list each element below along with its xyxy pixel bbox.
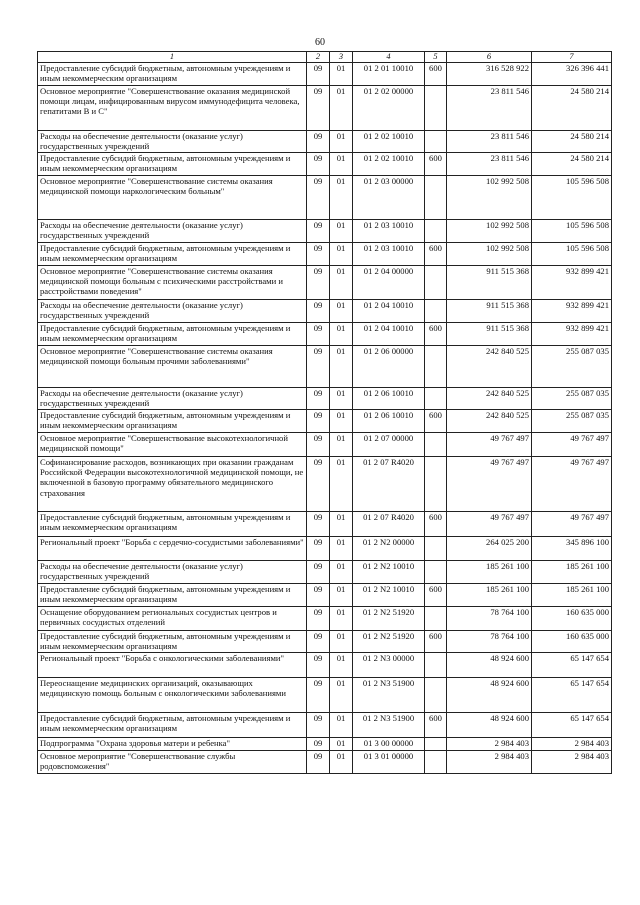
row-col5 bbox=[425, 653, 447, 678]
header-cell: 6 bbox=[447, 52, 532, 63]
row-col4: 01 2 02 10010 bbox=[353, 153, 425, 176]
row-col4: 01 3 01 00000 bbox=[353, 751, 425, 774]
row-col4: 01 2 N3 51900 bbox=[353, 678, 425, 713]
table-row bbox=[38, 738, 612, 751]
row-col3: 01 bbox=[330, 561, 353, 584]
row-col6-amount: 242 840 525 bbox=[447, 410, 532, 433]
row-col6-amount: 2 984 403 bbox=[447, 738, 532, 751]
header-cell: 2 bbox=[307, 52, 330, 63]
row-col2: 09 bbox=[307, 512, 330, 537]
row-col4: 01 2 02 00000 bbox=[353, 86, 425, 131]
row-col7-amount: 932 899 421 bbox=[532, 323, 612, 346]
row-col2: 09 bbox=[307, 607, 330, 631]
row-col2: 09 bbox=[307, 153, 330, 176]
row-col4: 01 2 06 00000 bbox=[353, 346, 425, 388]
row-col7-amount: 160 635 000 bbox=[532, 631, 612, 653]
row-col7-amount: 49 767 497 bbox=[532, 512, 612, 537]
row-col2: 09 bbox=[307, 323, 330, 346]
row-description: Софинансирование расходов, возникающих при оказании гражданам Российской Федерации высокотехнологичной медицинской помощи, не включенной в базовую программу обязательного медицинского страхования bbox=[38, 457, 307, 512]
row-col3: 01 bbox=[330, 300, 353, 323]
row-col5 bbox=[425, 346, 447, 388]
row-col7-amount: 49 767 497 bbox=[532, 457, 612, 512]
row-description: Предоставление субсидий бюджетным, автономным учреждениям и иным некоммерческим организациям bbox=[38, 323, 307, 346]
row-col7-amount: 65 147 654 bbox=[532, 678, 612, 713]
row-col2: 09 bbox=[307, 537, 330, 561]
table-row bbox=[38, 86, 612, 131]
row-col6-amount: 102 992 508 bbox=[447, 220, 532, 243]
row-col2: 09 bbox=[307, 561, 330, 584]
row-col4: 01 2 07 00000 bbox=[353, 433, 425, 457]
row-col5 bbox=[425, 131, 447, 153]
row-col3: 01 bbox=[330, 631, 353, 653]
row-col5 bbox=[425, 561, 447, 584]
table-row bbox=[38, 433, 612, 457]
row-col7-amount: 255 087 035 bbox=[532, 388, 612, 410]
row-col5: 600 bbox=[425, 584, 447, 607]
row-col6-amount: 78 764 100 bbox=[447, 631, 532, 653]
table-row bbox=[38, 457, 612, 512]
row-col6-amount: 49 767 497 bbox=[447, 512, 532, 537]
row-col7-amount: 105 596 508 bbox=[532, 220, 612, 243]
row-col4: 01 2 01 10010 bbox=[353, 63, 425, 86]
row-col5 bbox=[425, 433, 447, 457]
row-col4: 01 2 N2 00000 bbox=[353, 537, 425, 561]
row-col2: 09 bbox=[307, 63, 330, 86]
row-col5 bbox=[425, 751, 447, 774]
row-col5: 600 bbox=[425, 713, 447, 738]
row-col5 bbox=[425, 220, 447, 243]
row-col5: 600 bbox=[425, 410, 447, 433]
row-col3: 01 bbox=[330, 410, 353, 433]
header-cell: 1 bbox=[38, 52, 307, 63]
row-description: Переоснащение медицинских организаций, оказывающих медицинскую помощь больным с онкологическими заболеваниями bbox=[38, 678, 307, 713]
row-description: Основное мероприятие "Совершенствование системы оказания медицинской помощи больным прочими заболеваниями" bbox=[38, 346, 307, 388]
table-row bbox=[38, 751, 612, 774]
row-col3: 01 bbox=[330, 323, 353, 346]
row-col7-amount: 105 596 508 bbox=[532, 176, 612, 220]
row-col7-amount: 255 087 035 bbox=[532, 410, 612, 433]
row-col6-amount: 911 515 368 bbox=[447, 266, 532, 300]
row-description: Основное мероприятие "Совершенствование высокотехнологичной медицинской помощи" bbox=[38, 433, 307, 457]
row-description: Предоставление субсидий бюджетным, автономным учреждениям и иным некоммерческим организациям bbox=[38, 584, 307, 607]
header-cell: 7 bbox=[532, 52, 612, 63]
row-col4: 01 2 04 10010 bbox=[353, 300, 425, 323]
row-col6-amount: 48 924 600 bbox=[447, 653, 532, 678]
row-col5: 600 bbox=[425, 323, 447, 346]
row-col4: 01 2 02 10010 bbox=[353, 131, 425, 153]
table-row bbox=[38, 346, 612, 388]
row-col3: 01 bbox=[330, 751, 353, 774]
row-col3: 01 bbox=[330, 220, 353, 243]
row-col6-amount: 242 840 525 bbox=[447, 388, 532, 410]
table-row bbox=[38, 388, 612, 410]
row-col7-amount: 932 899 421 bbox=[532, 300, 612, 323]
row-col7-amount: 24 580 214 bbox=[532, 131, 612, 153]
row-col2: 09 bbox=[307, 346, 330, 388]
row-col6-amount: 49 767 497 bbox=[447, 433, 532, 457]
row-col4: 01 2 04 10010 bbox=[353, 323, 425, 346]
table-row bbox=[38, 561, 612, 584]
table-header-row bbox=[38, 52, 612, 63]
table-row bbox=[38, 512, 612, 537]
row-col6-amount: 49 767 497 bbox=[447, 457, 532, 512]
row-col5: 600 bbox=[425, 153, 447, 176]
row-col6-amount: 911 515 368 bbox=[447, 300, 532, 323]
row-col2: 09 bbox=[307, 410, 330, 433]
row-col2: 09 bbox=[307, 220, 330, 243]
row-col6-amount: 78 764 100 bbox=[447, 607, 532, 631]
table-row bbox=[38, 653, 612, 678]
row-col4: 01 2 N2 10010 bbox=[353, 584, 425, 607]
row-col3: 01 bbox=[330, 584, 353, 607]
table-row bbox=[38, 300, 612, 323]
row-col3: 01 bbox=[330, 713, 353, 738]
row-col4: 01 2 N2 51920 bbox=[353, 631, 425, 653]
row-col7-amount: 345 896 100 bbox=[532, 537, 612, 561]
row-description: Предоставление субсидий бюджетным, автономным учреждениям и иным некоммерческим организациям bbox=[38, 713, 307, 738]
row-col4: 01 2 N2 51920 bbox=[353, 607, 425, 631]
row-col4: 01 3 00 00000 bbox=[353, 738, 425, 751]
row-col5 bbox=[425, 388, 447, 410]
row-col5: 600 bbox=[425, 512, 447, 537]
row-description: Основное мероприятие "Совершенствование системы оказания медицинской помощи наркологическим больным" bbox=[38, 176, 307, 220]
row-description: Расходы на обеспечение деятельности (оказание услуг) государственных учреждений bbox=[38, 131, 307, 153]
row-col6-amount: 102 992 508 bbox=[447, 243, 532, 266]
table-row bbox=[38, 410, 612, 433]
header-cell: 5 bbox=[425, 52, 447, 63]
row-col2: 09 bbox=[307, 176, 330, 220]
row-col6-amount: 316 528 922 bbox=[447, 63, 532, 86]
row-description: Основное мероприятие "Совершенствование системы оказания медицинской помощи больным с психическими расстройствами и расстройствами поведения" bbox=[38, 266, 307, 300]
row-col6-amount: 242 840 525 bbox=[447, 346, 532, 388]
table-row bbox=[38, 323, 612, 346]
row-description: Региональный проект "Борьба с сердечно-сосудистыми заболеваниями" bbox=[38, 537, 307, 561]
row-col6-amount: 23 811 546 bbox=[447, 153, 532, 176]
row-col6-amount: 23 811 546 bbox=[447, 131, 532, 153]
table-row bbox=[38, 537, 612, 561]
row-col2: 09 bbox=[307, 457, 330, 512]
row-description: Расходы на обеспечение деятельности (оказание услуг) государственных учреждений bbox=[38, 561, 307, 584]
row-col5 bbox=[425, 300, 447, 323]
row-col3: 01 bbox=[330, 243, 353, 266]
row-col4: 01 2 07 R4020 bbox=[353, 457, 425, 512]
row-col5 bbox=[425, 537, 447, 561]
header-cell: 3 bbox=[330, 52, 353, 63]
row-description: Основное мероприятие "Совершенствование оказания медицинской помощи лицам, инфицированным вирусом иммунодефицита человека, гепатитами В и С" bbox=[38, 86, 307, 131]
row-col4: 01 2 04 00000 bbox=[353, 266, 425, 300]
row-col3: 01 bbox=[330, 678, 353, 713]
row-col3: 01 bbox=[330, 738, 353, 751]
row-col3: 01 bbox=[330, 512, 353, 537]
row-col3: 01 bbox=[330, 607, 353, 631]
row-col7-amount: 932 899 421 bbox=[532, 266, 612, 300]
row-col7-amount: 24 580 214 bbox=[532, 86, 612, 131]
table-row bbox=[38, 131, 612, 153]
row-col6-amount: 48 924 600 bbox=[447, 713, 532, 738]
row-col2: 09 bbox=[307, 266, 330, 300]
row-col3: 01 bbox=[330, 266, 353, 300]
row-col5: 600 bbox=[425, 631, 447, 653]
row-col7-amount: 2 984 403 bbox=[532, 738, 612, 751]
header-cell: 4 bbox=[353, 52, 425, 63]
table-row bbox=[38, 220, 612, 243]
row-col5 bbox=[425, 176, 447, 220]
row-col3: 01 bbox=[330, 537, 353, 561]
table-row bbox=[38, 243, 612, 266]
row-col7-amount: 160 635 000 bbox=[532, 607, 612, 631]
row-col5 bbox=[425, 266, 447, 300]
budget-table bbox=[37, 51, 612, 774]
row-col2: 09 bbox=[307, 738, 330, 751]
row-col7-amount: 185 261 100 bbox=[532, 561, 612, 584]
row-description: Предоставление субсидий бюджетным, автономным учреждениям и иным некоммерческим организациям bbox=[38, 512, 307, 537]
row-col5 bbox=[425, 457, 447, 512]
row-description: Региональный проект "Борьба с онкологическими заболеваниями" bbox=[38, 653, 307, 678]
row-col4: 01 2 03 00000 bbox=[353, 176, 425, 220]
row-col3: 01 bbox=[330, 457, 353, 512]
row-col3: 01 bbox=[330, 86, 353, 131]
row-description: Предоставление субсидий бюджетным, автономным учреждениям и иным некоммерческим организациям bbox=[38, 243, 307, 266]
row-col3: 01 bbox=[330, 153, 353, 176]
row-col4: 01 2 N2 10010 bbox=[353, 561, 425, 584]
row-col4: 01 2 06 10010 bbox=[353, 388, 425, 410]
row-description: Основное мероприятие "Совершенствование службы родовспоможения" bbox=[38, 751, 307, 774]
row-col5: 600 bbox=[425, 63, 447, 86]
row-col3: 01 bbox=[330, 63, 353, 86]
row-description: Оснащение оборудованием региональных сосудистых центров и первичных сосудистых отделений bbox=[38, 607, 307, 631]
row-col6-amount: 102 992 508 bbox=[447, 176, 532, 220]
table-row bbox=[38, 713, 612, 738]
table-row bbox=[38, 63, 612, 86]
table-row bbox=[38, 607, 612, 631]
row-col7-amount: 255 087 035 bbox=[532, 346, 612, 388]
row-col2: 09 bbox=[307, 631, 330, 653]
row-col2: 09 bbox=[307, 713, 330, 738]
row-description: Предоставление субсидий бюджетным, автономным учреждениям и иным некоммерческим организациям bbox=[38, 63, 307, 86]
row-col7-amount: 326 396 441 bbox=[532, 63, 612, 86]
row-col2: 09 bbox=[307, 300, 330, 323]
row-col7-amount: 65 147 654 bbox=[532, 653, 612, 678]
row-col7-amount: 105 596 508 bbox=[532, 243, 612, 266]
row-col3: 01 bbox=[330, 346, 353, 388]
table-row bbox=[38, 153, 612, 176]
row-col4: 01 2 07 R4020 bbox=[353, 512, 425, 537]
row-col2: 09 bbox=[307, 751, 330, 774]
table-row bbox=[38, 176, 612, 220]
row-col4: 01 2 N3 00000 bbox=[353, 653, 425, 678]
row-col2: 09 bbox=[307, 131, 330, 153]
row-col2: 09 bbox=[307, 388, 330, 410]
row-description: Предоставление субсидий бюджетным, автономным учреждениям и иным некоммерческим организациям bbox=[38, 153, 307, 176]
row-description: Расходы на обеспечение деятельности (оказание услуг) государственных учреждений bbox=[38, 388, 307, 410]
table-row bbox=[38, 631, 612, 653]
row-col4: 01 2 N3 51900 bbox=[353, 713, 425, 738]
row-col5: 600 bbox=[425, 243, 447, 266]
row-col7-amount: 2 984 403 bbox=[532, 751, 612, 774]
row-description: Предоставление субсидий бюджетным, автономным учреждениям и иным некоммерческим организациям bbox=[38, 410, 307, 433]
row-col6-amount: 185 261 100 bbox=[447, 584, 532, 607]
row-col2: 09 bbox=[307, 584, 330, 607]
row-col5 bbox=[425, 607, 447, 631]
row-col4: 01 2 03 10010 bbox=[353, 220, 425, 243]
row-col6-amount: 48 924 600 bbox=[447, 678, 532, 713]
table-row bbox=[38, 678, 612, 713]
row-description: Предоставление субсидий бюджетным, автономным учреждениям и иным некоммерческим организациям bbox=[38, 631, 307, 653]
row-col2: 09 bbox=[307, 86, 330, 131]
table-row bbox=[38, 584, 612, 607]
row-col6-amount: 264 025 200 bbox=[447, 537, 532, 561]
row-col7-amount: 49 767 497 bbox=[532, 433, 612, 457]
row-description: Расходы на обеспечение деятельности (оказание услуг) государственных учреждений bbox=[38, 300, 307, 323]
page-number: 60 bbox=[315, 37, 325, 48]
row-col4: 01 2 03 10010 bbox=[353, 243, 425, 266]
row-col3: 01 bbox=[330, 388, 353, 410]
row-col7-amount: 24 580 214 bbox=[532, 153, 612, 176]
row-col5 bbox=[425, 86, 447, 131]
row-col3: 01 bbox=[330, 176, 353, 220]
row-col3: 01 bbox=[330, 653, 353, 678]
row-col5 bbox=[425, 738, 447, 751]
row-col7-amount: 65 147 654 bbox=[532, 713, 612, 738]
row-col6-amount: 2 984 403 bbox=[447, 751, 532, 774]
row-col3: 01 bbox=[330, 433, 353, 457]
row-col2: 09 bbox=[307, 433, 330, 457]
row-col2: 09 bbox=[307, 653, 330, 678]
table-row bbox=[38, 266, 612, 300]
row-col4: 01 2 06 10010 bbox=[353, 410, 425, 433]
row-col6-amount: 185 261 100 bbox=[447, 561, 532, 584]
row-col7-amount: 185 261 100 bbox=[532, 584, 612, 607]
row-description: Подпрограмма "Охрана здоровья матери и ребенка" bbox=[38, 738, 307, 751]
row-description: Расходы на обеспечение деятельности (оказание услуг) государственных учреждений bbox=[38, 220, 307, 243]
row-col2: 09 bbox=[307, 243, 330, 266]
row-col3: 01 bbox=[330, 131, 353, 153]
row-col6-amount: 23 811 546 bbox=[447, 86, 532, 131]
row-col6-amount: 911 515 368 bbox=[447, 323, 532, 346]
row-col2: 09 bbox=[307, 678, 330, 713]
row-col5 bbox=[425, 678, 447, 713]
